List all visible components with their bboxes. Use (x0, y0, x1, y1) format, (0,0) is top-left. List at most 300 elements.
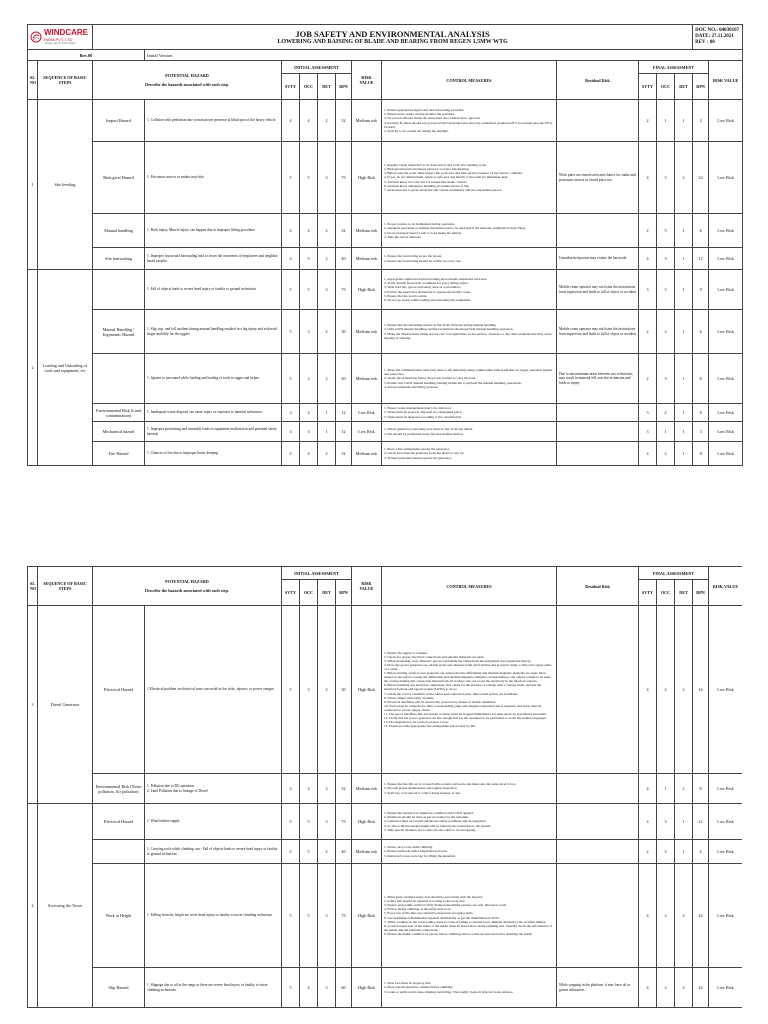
hazard-type: Electrical Hazard (93, 606, 145, 774)
final-det: 2 (675, 606, 693, 774)
residual-risk (557, 442, 639, 466)
table-row (28, 840, 743, 864)
initial-occ: 5 (300, 864, 318, 968)
step-number: 1 (28, 100, 38, 270)
initial-rpn: 30 (336, 606, 352, 774)
final-det: 2 (675, 864, 693, 968)
hazard-type (93, 354, 145, 404)
residual-risk (557, 606, 639, 774)
final-rpn: 24 (693, 142, 709, 214)
initial-det: 3 (318, 804, 336, 840)
initial-risk-value: Medium risk (352, 354, 382, 404)
initial-det: 2 (318, 442, 336, 466)
residual-risk (557, 100, 639, 142)
hazard-description: 1. Wind turbine supply (145, 804, 282, 840)
initial-risk-value: High Risk (352, 864, 382, 968)
final-svty: 2 (639, 100, 657, 142)
hazard-description: 1. Slippage due to oil in the rungs or there are severe head injury or fatality to tower climbing technician. (145, 968, 282, 1008)
hazard-description: 1. Chances of fire due to improper house keeping (145, 442, 282, 466)
step-number: 2 (28, 270, 38, 466)
col-potential-hazard-title: POTENTIAL HAZARD (165, 579, 209, 584)
col-final-risk-value: RISK VALUE (709, 567, 743, 606)
initial-risk-value: Medium risk (352, 442, 382, 466)
final-risk-value: Low Risk (709, 100, 743, 142)
final-occ: 1 (657, 422, 675, 442)
initial-det: 2 (318, 606, 336, 774)
col-rpn: RPN (336, 580, 352, 606)
final-det: 1 (675, 100, 693, 142)
initial-rpn: 20 (336, 354, 352, 404)
col-potential-hazard (93, 61, 282, 100)
hazard-type: Manual handling (93, 214, 145, 248)
table-row (28, 404, 743, 422)
document-meta (693, 25, 743, 50)
final-risk-value: Low Risk (709, 774, 743, 804)
control-measures: 1. Proper posture to be maintained during operation. 2. Adequate personnel or suitable mechanical aid to be deployed if the material weighs more than 25kgs. 3. Do not transport heavy loads or load inside the turbine 4. Take the rest in intervals (382, 214, 557, 248)
final-rpn: 4 (693, 840, 709, 864)
company-logo (28, 25, 93, 50)
hazard-type (93, 270, 145, 310)
step-name: Diesel Generator (38, 606, 93, 804)
initial-det: 2 (318, 214, 336, 248)
col-final-svty: SVTY (639, 74, 657, 100)
final-det: 1 (675, 404, 693, 422)
initial-rpn: 32 (336, 100, 352, 142)
table-row (28, 606, 743, 774)
initial-risk-value: Medium risk (352, 840, 382, 864)
final-rpn: 6 (693, 354, 709, 404)
residual-risk (557, 404, 639, 422)
initial-rpn: 12 (336, 422, 352, 442)
hazard-description: 1. Inadequate waste disposal can cause injury or exposure to harmful substances (145, 404, 282, 422)
hazard-description: 1. Falling from the height are sever head injury or fatality to tower climbing technician (145, 864, 282, 968)
final-risk-value: Low Risk (709, 248, 743, 270)
initial-det: 2 (318, 840, 336, 864)
hazard-type: Impact Hazard (93, 100, 145, 142)
final-risk-value: Low Risk (709, 804, 743, 840)
final-occ: 3 (657, 864, 675, 968)
col-svty: SVTY (282, 580, 300, 606)
control-measures: 1. Ensure the supply is constant. 2. Check for proper electrical connections and suitable materials are used. 3. When grounding, wear dielectric gloves and handle the clamp from the designated area (insulated sleeve). 4. Place the power generator set outside in the safe distance from wind turbine and ground it using a cable and copper spike or a cable. 5. Before turning on the power generator set, ensure that the differential and thermal-magnetic elements are open. Once turned on but before closing the differential and thermal-magnetic elements corresponding to the output voltage to be used, the worker making this connection must inform all workers who are to use the electricity in the affected contacts. 6. Before handling any electrical component, first check for the absence of voltage with a voltage tester, and use the electrical lockout and tagout system (LOTO) to do so. 7. Check the correct condition of the cables and connection pins. Improvised splices are forbidden. 8. Never tamper with safety systems. 9. Electrical machines will be electrically protected by means of double insulation. 10. Tools must be connected to their corresponding plugs and adapters when their use is required, and never directly connected to power supply cables. 11. The use of machines that are broken or faulty must be stopped immediately for their repair by specialized personnel. 12. Verify that the power generator set has enough fuel for the operation to be performed to avoid the sudden stoppages. 13. DG inspection to be carried out prior to use. 14. Ensure provide appropriate fire extinguisher placed near by DG (382, 606, 557, 774)
column-header-group-2 (28, 567, 743, 580)
initial-risk-value: Medium risk (352, 248, 382, 270)
initial-svty: 5 (282, 606, 300, 774)
initial-rpn: 75 (336, 864, 352, 968)
final-svty: 4 (639, 248, 657, 270)
table-row (28, 214, 743, 248)
col-det: DET (318, 74, 336, 100)
initial-det: 2 (318, 310, 336, 354)
initial-det: 2 (318, 774, 336, 804)
residual-risk: While stepping in the platform, it may have oil or grease substances (557, 968, 639, 1008)
initial-occ: 4 (300, 100, 318, 142)
initial-occ: 5 (300, 840, 318, 864)
col-occ: OCC (300, 74, 318, 100)
final-svty: 3 (639, 270, 657, 310)
table-row (28, 968, 743, 1008)
col-final-svty: SVTY (639, 580, 657, 606)
control-measures: 1. Appropriate signboard and barricading placed under suspended load area. 2. Verify mobile hook latch conditions for every lifting object. 3. Wear hard hat, gloves and safety shoe as a precaution. 4. Follow the supervisor instruction to operate the mobile crane. 5. Ensure that the load is stable. 6. Do not go nearer while loading and unloading the equipment. (382, 270, 557, 310)
hazard-description: 1. Improper layout and barricading lead to lower the awareness of employees and neighbor based peoples. (145, 248, 282, 270)
initial-svty: 4 (282, 100, 300, 142)
col-sl-no: SL NO (28, 567, 38, 606)
col-initial-assessment: INITIAL ASSESSMENT (282, 567, 352, 580)
final-occ: 1 (657, 774, 675, 804)
step-number: 4 (28, 804, 38, 1008)
hazard-description: 1. Pollution due to DG operation 2. Land Pollution due to leakage of Diesel. (145, 774, 282, 804)
final-svty: 2 (639, 354, 657, 404)
final-risk-value: Low Risk (709, 606, 743, 774)
final-occ: 5 (657, 214, 675, 248)
table-row (28, 270, 743, 310)
final-rpn: 2 (693, 100, 709, 142)
initial-det: 2 (318, 354, 336, 404)
final-rpn: 6 (693, 404, 709, 422)
final-risk-value: Low Risk (709, 404, 743, 422)
initial-svty: 5 (282, 310, 300, 354)
initial-occ: 3 (300, 310, 318, 354)
col-hazard-desc: Describe the hazards associated with each step. (144, 82, 230, 87)
initial-rpn: 75 (336, 804, 352, 840)
final-risk-value: Low Risk (709, 840, 743, 864)
initial-occ: 5 (300, 270, 318, 310)
brand-name: WINDCARE (44, 28, 88, 38)
initial-rpn: 12 (336, 404, 352, 422)
initial-risk-value: High Risk (352, 968, 382, 1008)
initial-svty: 4 (282, 442, 300, 466)
final-rpn: 8 (693, 774, 709, 804)
final-occ: 2 (657, 606, 675, 774)
final-occ: 3 (657, 270, 675, 310)
final-det: 2 (675, 968, 693, 1008)
final-rpn: 6 (693, 310, 709, 354)
table-row (28, 442, 743, 466)
hazard-type: Manual Handling / Ergonomic Hazard (93, 310, 145, 354)
final-occ: 2 (657, 404, 675, 422)
initial-svty: 5 (282, 968, 300, 1008)
initial-rpn: 32 (336, 442, 352, 466)
initial-risk-value: High Risk (352, 804, 382, 840)
initial-risk-value: Low Risk (352, 404, 382, 422)
hazard-type: Mechanical hazard (93, 422, 145, 442)
final-det: 2 (675, 774, 693, 804)
initial-svty: 4 (282, 840, 300, 864)
hazard-type: Work at Height (93, 864, 145, 968)
col-final-occ: OCC (657, 580, 675, 606)
initial-risk-value: High Risk (352, 606, 382, 774)
control-measures: 1. Ensure waste management plan to be followed. 2. Waste must be properly disposed in a designated place. 3. Waste must be disposed according to the classification. (382, 404, 557, 422)
initial-occ: 4 (300, 968, 318, 1008)
final-risk-value: Low Risk (709, 422, 743, 442)
hazard-description: 1. Carrying tools while climbing can - Fall of objects leads to severe head injury or fatality to ground technician (145, 840, 282, 864)
initial-svty: 5 (282, 142, 300, 214)
final-svty: 3 (639, 404, 657, 422)
col-risk-value: RISK VALUE (352, 567, 382, 606)
initial-svty: 5 (282, 804, 300, 840)
col-final-assessment: FINAL ASSESSMENT (639, 61, 709, 74)
control-measures: 1. Ensure that the unloading surface is free from obstacles during manual handling. 2. Only GWO manual handling certified technician should perform manual handling operation. 3. Make the displacement taking special care to irregularities on the surface, obstacles or any other elements that may cause slipping or tripping. (382, 310, 557, 354)
final-risk-value: Low Risk (709, 142, 743, 214)
control-measures: 1. Shoe lace must be properly tied. 2. Shoe bottom should be cleaned before climbing. 3. Leaks or spills could cause slipping and falling. Thoroughly clean all affected work surfaces. (382, 968, 557, 1008)
final-rpn: 6 (693, 214, 709, 248)
table-row (28, 804, 743, 840)
col-sl-no: SL NO (28, 61, 38, 100)
initial-svty: 5 (282, 354, 300, 404)
initial-risk-value: Low Risk (352, 422, 382, 442)
final-det: 1 (675, 840, 693, 864)
hazard-description: 1. Back injury, Muscle injury can happen due to improper lifting procedure (145, 214, 282, 248)
initial-occ: 5 (300, 142, 318, 214)
hazard-type: Fire Hazard (93, 442, 145, 466)
final-risk-value: Low Risk (709, 310, 743, 354)
col-final-occ: OCC (657, 74, 675, 100)
initial-risk-value: Medium risk (352, 310, 382, 354)
hazard-type: Environmental Risk (Land contamination) (93, 404, 145, 422)
control-measures: 1. Place a fire extinguisher nearby the generator. 2. Check and clean the generator from the diesel or any oil. 3. Trained personnel should operate the generator. (382, 442, 557, 466)
hazard-type: Site barricading (93, 248, 145, 270)
initial-rpn: 75 (336, 142, 352, 214)
final-svty: 4 (639, 968, 657, 1008)
final-svty: 4 (639, 606, 657, 774)
residual-risk (557, 804, 639, 840)
table-row (28, 310, 743, 354)
table-row (28, 354, 743, 404)
final-occ: 3 (657, 142, 675, 214)
initial-det: 2 (318, 248, 336, 270)
initial-risk-value: Medium risk (352, 100, 382, 142)
final-rpn: 3 (693, 422, 709, 442)
final-svty: 4 (639, 442, 657, 466)
final-occ: 3 (657, 354, 675, 404)
residual-risk (557, 774, 639, 804)
control-measures: 1. Third party certified safety belt should be used along with the lanyard. 2. Safety belt should be adjusted according to the body size. 3. Ensure and permit certified GWO Trained and skilled persons are only allowed to work. 4. Follow buddy climbing of the safety belt worn 5. Every use of life line rope should be inspected on regular basis. 6. Use headlamp if illumination required additionally as per the illumination in WTG 7. While working on the tower ladder, there is a risk of falling to another level. Remain attached to the certified lifeline. 8. A visual inspection of the status of the ladder must be done before doing anything else. Visually check the deformation of the ladder and the platform connections 9. Ensure the health condition of person before climbing and do warm-up exercise before climbing the ladder (382, 864, 557, 968)
initial-rpn: 30 (336, 310, 352, 354)
col-final-det: DET (675, 74, 693, 100)
final-det: 1 (675, 354, 693, 404)
step-number: 3 (28, 606, 38, 804)
hazard-type: Electrical Hazard (93, 804, 145, 840)
initial-det: 3 (318, 142, 336, 214)
col-final-rpn: RPN (693, 74, 709, 100)
col-potential-hazard (93, 567, 282, 606)
final-svty: 4 (639, 864, 657, 968)
initial-svty: 5 (282, 864, 300, 968)
final-rpn: 24 (693, 864, 709, 968)
col-potential-hazard-title: POTENTIAL HAZARD (165, 73, 209, 78)
col-final-risk-value: RISK VALUE (709, 61, 743, 100)
col-rpn: RPN (336, 74, 352, 100)
hazard-type (93, 840, 145, 864)
document-title: JOB SAFETY AND ENVIRONMENTAL ANALYSIS (295, 29, 490, 39)
final-det: 1 (675, 248, 693, 270)
document-subtitle: LOWERING AND RAISING OF BLADE AND BEARING FROM REGEN 1.5MW WTG (277, 39, 508, 45)
final-rpn: 12 (693, 248, 709, 270)
final-det: 1 (675, 804, 693, 840)
table-row (28, 864, 743, 968)
hazard-description: 1. Slip, trip, and fall incident during manual handling resulted in a leg injury and awkward finger mobility for the riggers (145, 310, 282, 354)
control-measures: 1. Diesel generator positioning area must be free from any debris. 2. DG should be positioned in the flat and levelled surface. (382, 422, 557, 442)
step-name: Loading and Unloading of tools and equipment, etc (38, 270, 93, 466)
final-occ: 1 (657, 100, 675, 142)
doc-date: DATE: 27.11.2021 (695, 34, 734, 39)
initial-risk-value: High Risk (352, 270, 382, 310)
hazard-type: Environmental Risk (Noise pollution, Air pollution) (93, 774, 145, 804)
initial-occ: 5 (300, 248, 318, 270)
hazard-description: 1. Poisonous insects or snakes may bite (145, 142, 282, 214)
table-row (28, 422, 743, 442)
final-det: 2 (675, 142, 693, 214)
doc-number: DOC NO.: 04030107 (695, 28, 740, 33)
final-det: 1 (675, 422, 693, 442)
final-occ: 3 (657, 248, 675, 270)
initial-occ: 3 (300, 422, 318, 442)
doc-revision: REV : 00 (695, 40, 715, 45)
residual-risk: Due to miscommunication between two technician, may result in material fell over the technician and leads to injury. (557, 354, 639, 404)
col-final-det: DET (675, 580, 693, 606)
control-measures: 1. Share the communication with each other to lift uniformly using walkie talkie with applicable for rigger operation signals and supervisor. 2. Verify the technicians follow the proper posture to carry the load. 3. Permit only GWO manual handling training technician to perform the manual handling operations. 4. Always maintain safe lifting postures (382, 354, 557, 404)
initial-svty: 4 (282, 214, 300, 248)
final-risk-value: Low Risk (709, 214, 743, 248)
final-det: 1 (675, 442, 693, 466)
final-risk-value: Low Risk (709, 864, 743, 968)
col-control-measures: CONTROL MEASURES (382, 567, 557, 606)
col-det: DET (318, 580, 336, 606)
col-svty: SVTY (282, 74, 300, 100)
control-measures: 1. Ensure appropriate sign board and barricading provided. 2. Ensure horn/ reader closely monitor the activities. 3. No person allowed inside the barricaded area without prior approval 4. Security & others should not go beyond the barricaded area and only authorized peoples/staff to be present near the WTG location. 5. Activity to be carried out during the daylight. (382, 100, 557, 142)
final-svty: 4 (639, 142, 657, 214)
final-rpn: 9 (693, 270, 709, 310)
table-row (28, 100, 743, 142)
final-svty: 4 (639, 774, 657, 804)
jsea-table-page-1 (27, 24, 743, 466)
table-row (28, 142, 743, 214)
initial-svty: 5 (282, 270, 300, 310)
windcare-logo-icon (30, 31, 42, 43)
hazard-description: 1. Sprains to personnel while loading and loading of tools to rigger and helper (145, 354, 282, 404)
col-residual-risk: Residual Risk (557, 567, 639, 606)
final-rpn: 8 (693, 442, 709, 466)
initial-risk-value: High Risk (352, 142, 382, 214)
final-det: 1 (675, 270, 693, 310)
col-occ: OCC (300, 580, 318, 606)
jsea-table-page-2 (27, 566, 742, 1008)
document-header (28, 25, 743, 50)
col-sequence: SEQUENCE OF BASIC STEPS (38, 61, 93, 100)
initial-rpn: 40 (336, 840, 352, 864)
initial-occ: 2 (300, 354, 318, 404)
initial-det: 3 (318, 968, 336, 1008)
step-name: Site leveling (38, 100, 93, 270)
col-risk-value: RISK VALUE (352, 61, 382, 100)
final-occ: 3 (657, 968, 675, 1008)
initial-det: 1 (318, 422, 336, 442)
control-measures: 1. Ensure the turbine is in shutdown condition and LOTO applied. 2. Shutdown should be done as per procedure by the customer. 3. Generator must be located outside the safety perimeter and de-energized 4. A cable with the needed length will be taken by the technician to the nacelle 5. Take special attention not to step onto the cable to avoid tripping. (382, 804, 557, 840)
col-final-rpn: RPN (693, 580, 709, 606)
initial-svty: 3 (282, 404, 300, 422)
initial-svty: 4 (282, 422, 300, 442)
step-name: Accessing the Tower (38, 804, 93, 1008)
initial-rpn: 75 (336, 270, 352, 310)
initial-svty: 4 (282, 248, 300, 270)
final-svty: 2 (639, 310, 657, 354)
document-page-1 (27, 24, 742, 514)
final-det: 1 (675, 310, 693, 354)
initial-occ: 4 (300, 774, 318, 804)
residual-risk (557, 864, 639, 968)
final-svty: 4 (639, 804, 657, 840)
final-risk-value: Low Risk (709, 968, 743, 1008)
residual-risk: Mobile crane operator may not listen the instructions from supervisor and leads to fall of object or accident (557, 270, 639, 310)
initial-risk-value: Medium risk (352, 774, 382, 804)
initial-occ: 4 (300, 404, 318, 422)
initial-occ: 4 (300, 214, 318, 248)
final-det: 1 (675, 214, 693, 248)
initial-occ: 5 (300, 804, 318, 840)
initial-rpn: 60 (336, 968, 352, 1008)
final-occ: 3 (657, 804, 675, 840)
hazard-description: 1. Improper positioning and assembly leads to equipment malfunction and potential safety hazards. (145, 422, 282, 442)
col-initial-assessment: INITIAL ASSESSMENT (282, 61, 352, 74)
document-title-cell (93, 25, 693, 50)
hazard-description: 1.Electrical problem an electrical issue can result in fire risks, injuries, or power outages (145, 606, 282, 774)
initial-svty: 4 (282, 774, 300, 804)
final-occ: 2 (657, 442, 675, 466)
col-control-measures: CONTROL MEASURES (382, 61, 557, 100)
final-occ: 3 (657, 310, 675, 354)
revision-row (28, 50, 743, 61)
initial-risk-value: Medium risk (352, 214, 382, 248)
final-risk-value: Low Risk (709, 270, 743, 310)
hazard-type: Slip Hazard (93, 968, 145, 1008)
final-rpn: 24 (693, 968, 709, 1008)
final-risk-value: Low Risk (709, 442, 743, 466)
brand-tagline: "Today, power from Today" (44, 40, 77, 45)
initial-rpn: 32 (336, 214, 352, 248)
initial-rpn: 40 (336, 248, 352, 270)
table-row (28, 248, 743, 270)
final-svty: 2 (639, 840, 657, 864)
col-sequence: SEQUENCE OF BASIC STEPS (38, 567, 93, 606)
residual-risk: Mobile crane operator may not listen the instructions from supervisor and leads to fall of object or accident (557, 310, 639, 354)
final-rpn: 12 (693, 804, 709, 840)
control-measures: 1. Ensure the barricading as per the layout. 2. Ensure the barricading should be visible for every one. (382, 248, 557, 270)
control-measures: 1. Never carry tools while climbing. 2. Ensure barricade under suspended load area. 3. Instructed to use tools bag for lifting the materials (382, 840, 557, 864)
final-svty: 2 (639, 214, 657, 248)
hazard-type: Biological Hazard (93, 142, 145, 214)
initial-rpn: 32 (336, 774, 352, 804)
initial-det: 3 (318, 270, 336, 310)
residual-risk: Unauthorized person may violate the barricade (557, 248, 639, 270)
residual-risk: Work place are remote area and chance for snake and poisonous insects in closed place too (557, 142, 639, 214)
final-svty: 3 (639, 422, 657, 442)
col-hazard-desc: Describe the hazards associated with each step. (144, 588, 230, 593)
revision-label: Rev.00 (28, 50, 145, 61)
final-risk-value: Low Risk (709, 354, 743, 404)
brand-sub: INDIA PVT. LTD (44, 36, 73, 42)
initial-det: 3 (318, 864, 336, 968)
hazard-description: 1. Fall of objects leads to severe head injury or fatality to ground technician (145, 270, 282, 310)
col-residual-risk: Residual Risk (557, 61, 639, 100)
hazard-description: 1. Collision with pedestrian due to man power presence at blind spot of the heavy vehicle (145, 100, 282, 142)
residual-risk (557, 840, 639, 864)
initial-occ: 3 (300, 606, 318, 774)
column-header-group (28, 61, 743, 74)
col-final-assessment: FINAL ASSESSMENT (639, 567, 709, 580)
control-measures: 1. Ensure that the DG set is covered with acoustic enclosure and make sure the noise level is low. 2. Provide proper maintenance and regular inspection 3. Spill tray to be placed to collect diesel leakage, if any. (382, 774, 557, 804)
initial-det: 2 (318, 100, 336, 142)
control-measures: 1. Regular visual inspection to be done before and work site cleaning work. 2. Biological hazard awareness given by tool box talk meeting. 3. Before start the work, must inspect the work area and find out the presence of any insects / animals. 4. If yes, do not disturb them, return to safe area and inform to the team for immediate help. 5. All must know do's and don't of hazard like snake / insects 6. All must know emergency handling procedure incase of bite 7. Awareness has to given about the anti venom availability and the responsible person (382, 142, 557, 214)
initial-occ: 4 (300, 442, 318, 466)
